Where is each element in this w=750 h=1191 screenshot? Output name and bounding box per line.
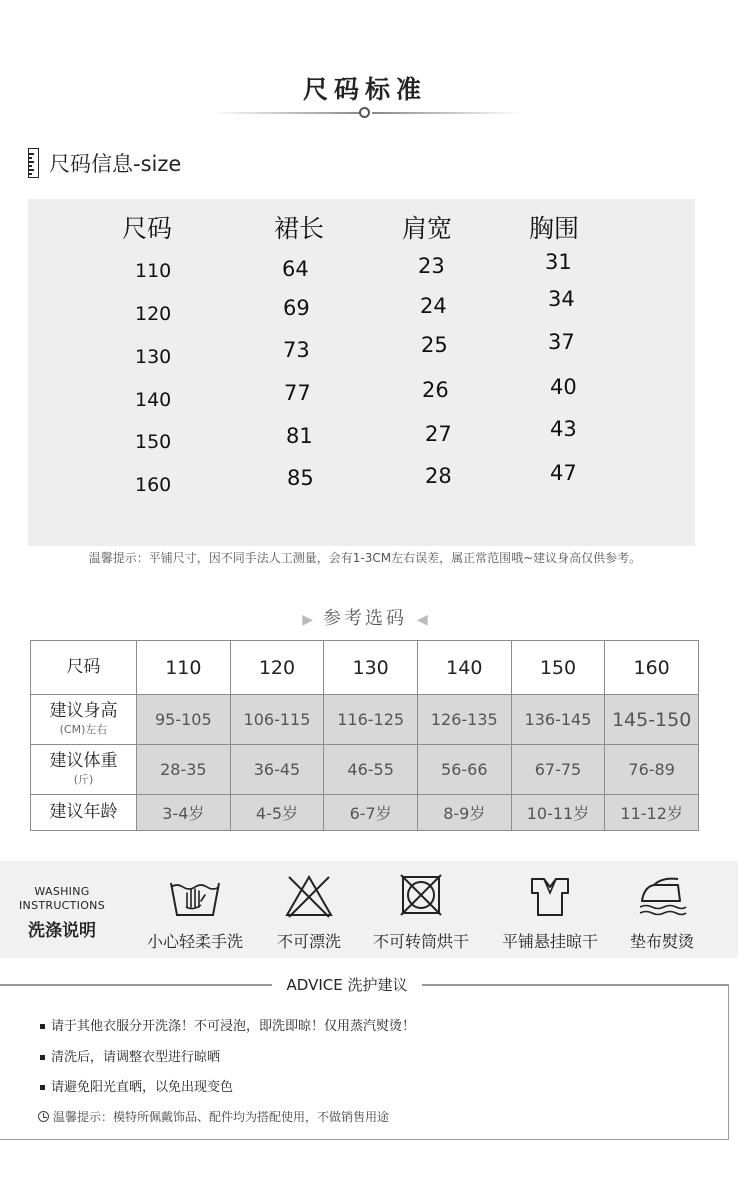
advice-item [40, 1015, 415, 1034]
advice-divider-right [422, 984, 729, 986]
chest-cell: 40 [550, 375, 577, 399]
table-cell: 106-115 [230, 695, 324, 745]
washing-label [14, 885, 110, 941]
no-bleach-icon [279, 871, 339, 919]
size-cell: 160 [135, 474, 172, 496]
advice-divider-left [0, 984, 272, 986]
chest-col-header: 胸围 [529, 214, 580, 243]
shoulder-cell: 26 [422, 378, 449, 402]
length-cell: 81 [286, 424, 313, 448]
table-cell: 67-75 [511, 745, 605, 795]
reference-table [30, 640, 699, 831]
wash-item-label: 不可转筒烘干 [372, 932, 469, 951]
length-cell: 73 [283, 338, 310, 362]
clock-icon [38, 1111, 49, 1122]
section-title: 尺码信息-size [49, 152, 182, 176]
table-header-cell: 110 [137, 641, 231, 695]
table-header-cell: 120 [230, 641, 324, 695]
size-info-header [28, 148, 181, 178]
chest-cell: 47 [550, 461, 577, 485]
dry-flat-icon [520, 871, 580, 919]
row-label-unit: (CM)左右 [59, 722, 108, 736]
advice-note-text: 温馨提示：模特所佩戴饰品、配件均为搭配使用，不做销售用途 [53, 1110, 390, 1124]
table-header-cell: 150 [511, 641, 605, 695]
table-cell: 4-5岁 [230, 795, 324, 831]
table-cell: 3-4岁 [137, 795, 231, 831]
reference-title-text: 参考选码 [323, 608, 407, 629]
wash-item [602, 871, 722, 952]
table-cell: 116-125 [324, 695, 418, 745]
table-cell: 76-89 [605, 745, 699, 795]
table-header-cell: 尺码 [31, 641, 137, 695]
advice-item [40, 1076, 233, 1095]
table-cell: 95-105 [137, 695, 231, 745]
chest-cell: 34 [548, 287, 575, 311]
reference-title [0, 604, 730, 630]
title-divider-right [372, 112, 522, 114]
wash-item-label: 垫布熨烫 [629, 932, 694, 951]
table-row [31, 745, 699, 795]
wash-item-label: 平铺悬挂晾干 [501, 932, 598, 951]
wash-item-label: 小心轻柔手洗 [146, 932, 243, 951]
shoulder-cell: 23 [418, 254, 445, 278]
length-cell: 85 [287, 466, 314, 490]
row-label-text: 建议体重 [49, 751, 118, 772]
table-cell: 28-35 [137, 745, 231, 795]
title-divider-dot [359, 107, 370, 118]
advice-text: 请于其他衣服分开洗涤！不可浸泡，即洗即晾！仅用蒸汽熨烫！ [51, 1019, 416, 1034]
length-cell: 77 [284, 381, 311, 405]
table-cell: 10-11岁 [511, 795, 605, 831]
size-cell: 120 [135, 303, 172, 325]
length-col-header: 裙长 [274, 214, 325, 243]
table-header-row [31, 641, 699, 695]
size-cell: 130 [135, 346, 172, 368]
wash-item [249, 871, 369, 952]
chest-cell: 31 [545, 250, 572, 274]
table-header-cell: 140 [417, 641, 511, 695]
iron-icon [632, 871, 692, 919]
row-label [31, 795, 137, 831]
table-header-cell: 160 [605, 641, 699, 695]
washing-label-zh: 洗涤说明 [28, 921, 96, 941]
shoulder-cell: 24 [420, 294, 447, 318]
advice-item [40, 1046, 220, 1065]
washing-instructions [0, 861, 738, 958]
table-cell: 46-55 [324, 745, 418, 795]
advice-note [38, 1108, 389, 1125]
shoulder-cell: 28 [425, 464, 452, 488]
length-cell: 64 [282, 257, 309, 281]
size-cell: 110 [135, 260, 172, 282]
washing-label-en: WASHING [34, 885, 90, 898]
bullet-icon [40, 1085, 45, 1090]
bullet-icon [40, 1024, 45, 1029]
page-title: 尺码标准 [302, 75, 427, 104]
row-label [31, 745, 137, 795]
table-cell: 36-45 [230, 745, 324, 795]
title-divider-left [212, 112, 362, 114]
measurement-tip: 温馨提示：平铺尺寸，因不同手法人工测量，会有1-3CM左右误差，属正常范围哦~建议身高仅供参考。 [88, 551, 642, 565]
row-label-unit: (斤) [73, 772, 94, 786]
ruler-icon [28, 148, 39, 178]
length-cell: 69 [283, 296, 310, 320]
table-row [31, 695, 699, 745]
table-cell: 136-145 [511, 695, 605, 745]
hand-wash-icon [165, 871, 225, 919]
table-cell: 11-12岁 [605, 795, 699, 831]
table-row [31, 795, 699, 831]
table-header-cell: 130 [324, 641, 418, 695]
shoulder-col-header: 肩宽 [402, 214, 453, 243]
bullet-icon [40, 1055, 45, 1060]
triangle-right-icon: ▶ [302, 612, 313, 628]
wash-item [135, 871, 255, 952]
wash-item [490, 871, 610, 952]
shoulder-cell: 27 [425, 422, 452, 446]
row-label [31, 695, 137, 745]
washing-label-en: INSTRUCTIONS [19, 899, 105, 912]
advice-text: 清洗后，请调整衣型进行晾晒 [51, 1050, 221, 1065]
table-cell: 8-9岁 [417, 795, 511, 831]
advice-text: 请避免阳光直晒，以免出现变色 [51, 1080, 234, 1095]
size-col-header: 尺码 [122, 214, 173, 243]
chest-cell: 43 [550, 417, 577, 441]
triangle-left-icon: ◀ [417, 612, 428, 628]
wash-item-label: 不可漂洗 [276, 932, 341, 951]
size-cell: 140 [135, 389, 172, 411]
shoulder-cell: 25 [421, 333, 448, 357]
table-cell: 56-66 [417, 745, 511, 795]
row-label-text: 建议年龄 [49, 801, 118, 822]
size-cell: 150 [135, 431, 172, 453]
row-label-text: 建议身高 [49, 701, 118, 722]
size-table [28, 199, 695, 546]
wash-item [361, 871, 481, 952]
table-cell: 6-7岁 [324, 795, 418, 831]
table-cell: 145-150 [605, 695, 699, 745]
chest-cell: 37 [548, 330, 575, 354]
no-tumble-dry-icon [391, 871, 451, 919]
table-cell: 126-135 [417, 695, 511, 745]
advice-title: ADVICE 洗护建议 [272, 974, 422, 995]
